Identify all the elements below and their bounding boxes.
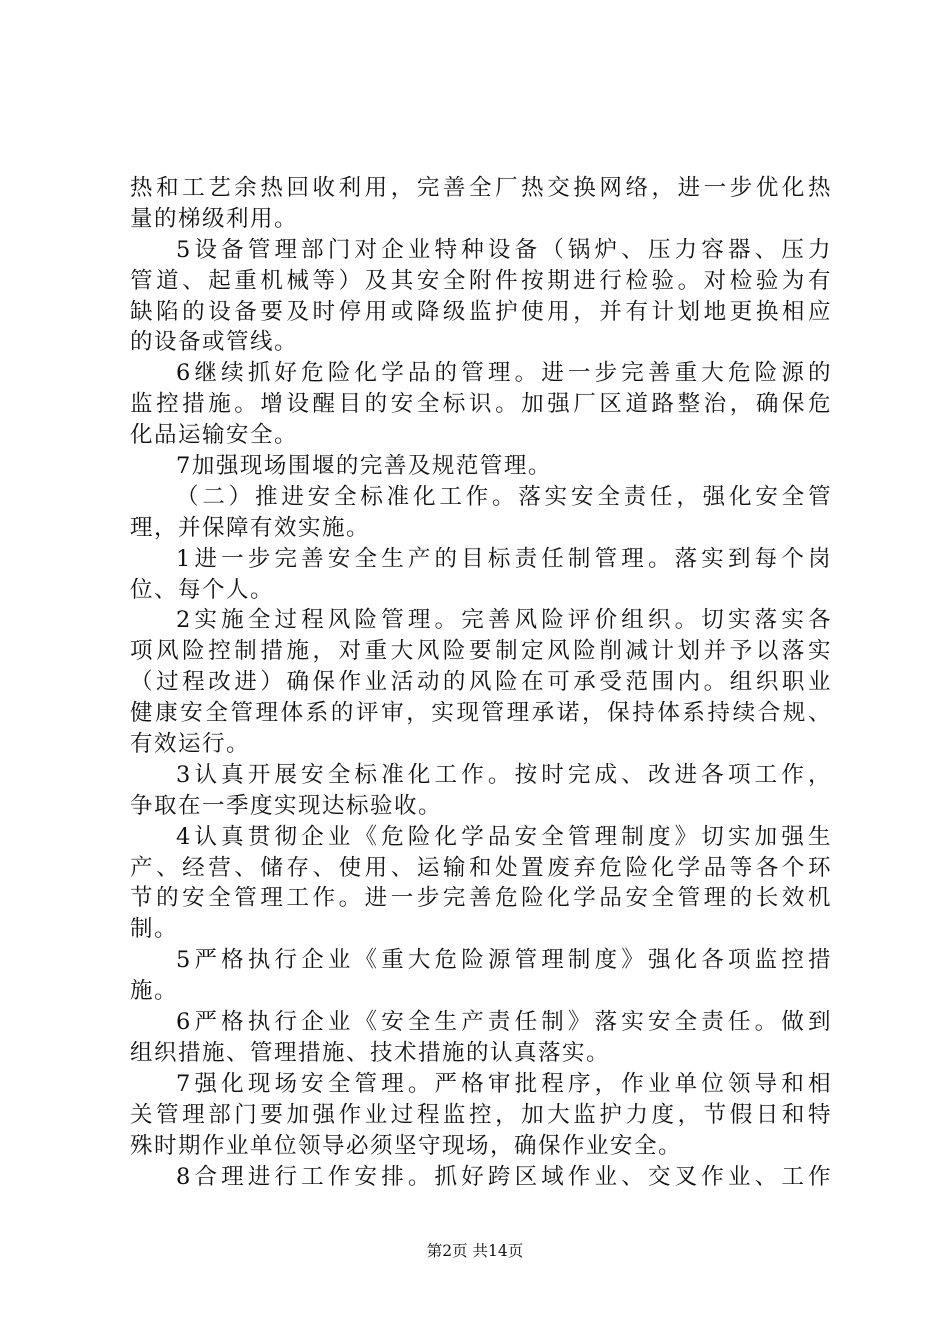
text-line: （二）推进安全标准化工作。落实安全责任，强化安全管 — [176, 483, 832, 510]
text-line: 管道、起重机械等）及其安全附件按期进行检验。对检验为有 — [130, 267, 832, 294]
text-line: 有效运行。 — [130, 731, 251, 758]
text-line: 量的梯级利用。 — [130, 205, 299, 232]
text-line: 缺陷的设备要及时停用或降级监护使用，并有计划地更换相应 — [130, 298, 832, 325]
text-line: 监控措施。增设醒目的安全标识。加强厂区道路整治，确保危 — [130, 391, 832, 418]
text-line: 7强化现场安全管理。严格审批程序，作业单位领导和相 — [176, 1070, 832, 1097]
text-line: 理，并保障有效实施。 — [130, 514, 371, 541]
text-line: 8合理进行工作安排。抓好跨区域作业、交叉作业、工作 — [176, 1163, 832, 1190]
text-line: 施。 — [130, 978, 179, 1005]
text-line: 项风险控制措施，对重大风险要制定风险削减计划并予以落实 — [130, 638, 832, 665]
text-line: 争取在一季度实现达标验收。 — [130, 792, 443, 819]
text-line: 1进一步完善安全生产的目标责任制管理。落实到每个岗 — [176, 545, 832, 572]
text-line: （过程改进）确保作业活动的风险在可承受范围内。组织职业 — [130, 669, 832, 696]
text-line: 节的安全管理工作。进一步完善危险化学品安全管理的长效机 — [130, 885, 832, 912]
text-line: 6严格执行企业《安全生产责任制》落实安全责任。做到 — [176, 1009, 832, 1036]
text-line: 热和工艺余热回收利用，完善全厂热交换网络，进一步优化热 — [130, 175, 832, 201]
text-line: 5设备管理部门对企业特种设备（锅炉、压力容器、压力 — [176, 236, 832, 263]
text-line: 产、经营、储存、使用、运输和处置废弃危险化学品等各个环 — [130, 854, 832, 881]
text-line: 位、每个人。 — [130, 576, 275, 603]
text-line: 健康安全管理体系的评审，实现管理承诺，保持体系持续合规、 — [130, 700, 832, 727]
text-line: 的设备或管线。 — [130, 329, 299, 356]
text-line: 组织措施、管理措施、技术措施的认真落实。 — [130, 1039, 611, 1066]
text-line: 4认真贯彻企业《危险化学品安全管理制度》切实加强生 — [176, 823, 832, 850]
text-line: 关管理部门要加强作业过程监控，加大监护力度，节假日和特 — [130, 1101, 832, 1128]
text-line: 殊时期作业单位领导必须坚守现场，确保作业安全。 — [130, 1132, 683, 1159]
text-line: 化品运输安全。 — [130, 422, 299, 449]
text-line: 2实施全过程风险管理。完善风险评价组织。切实落实各 — [176, 607, 832, 634]
text-line: 5严格执行企业《重大危险源管理制度》强化各项监控措 — [176, 947, 832, 974]
page-footer: 第2页 共14页 — [426, 1242, 524, 1260]
text-line: 3认真开展安全标准化工作。按时完成、改进各项工作， — [176, 761, 832, 788]
text-line: 7加强现场围堰的完善及规范管理。 — [176, 453, 552, 480]
document-body — [130, 173, 832, 1192]
text-line: 制。 — [130, 916, 179, 943]
text-line: 6继续抓好危险化学品的管理。进一步完善重大危险源的 — [176, 360, 832, 387]
